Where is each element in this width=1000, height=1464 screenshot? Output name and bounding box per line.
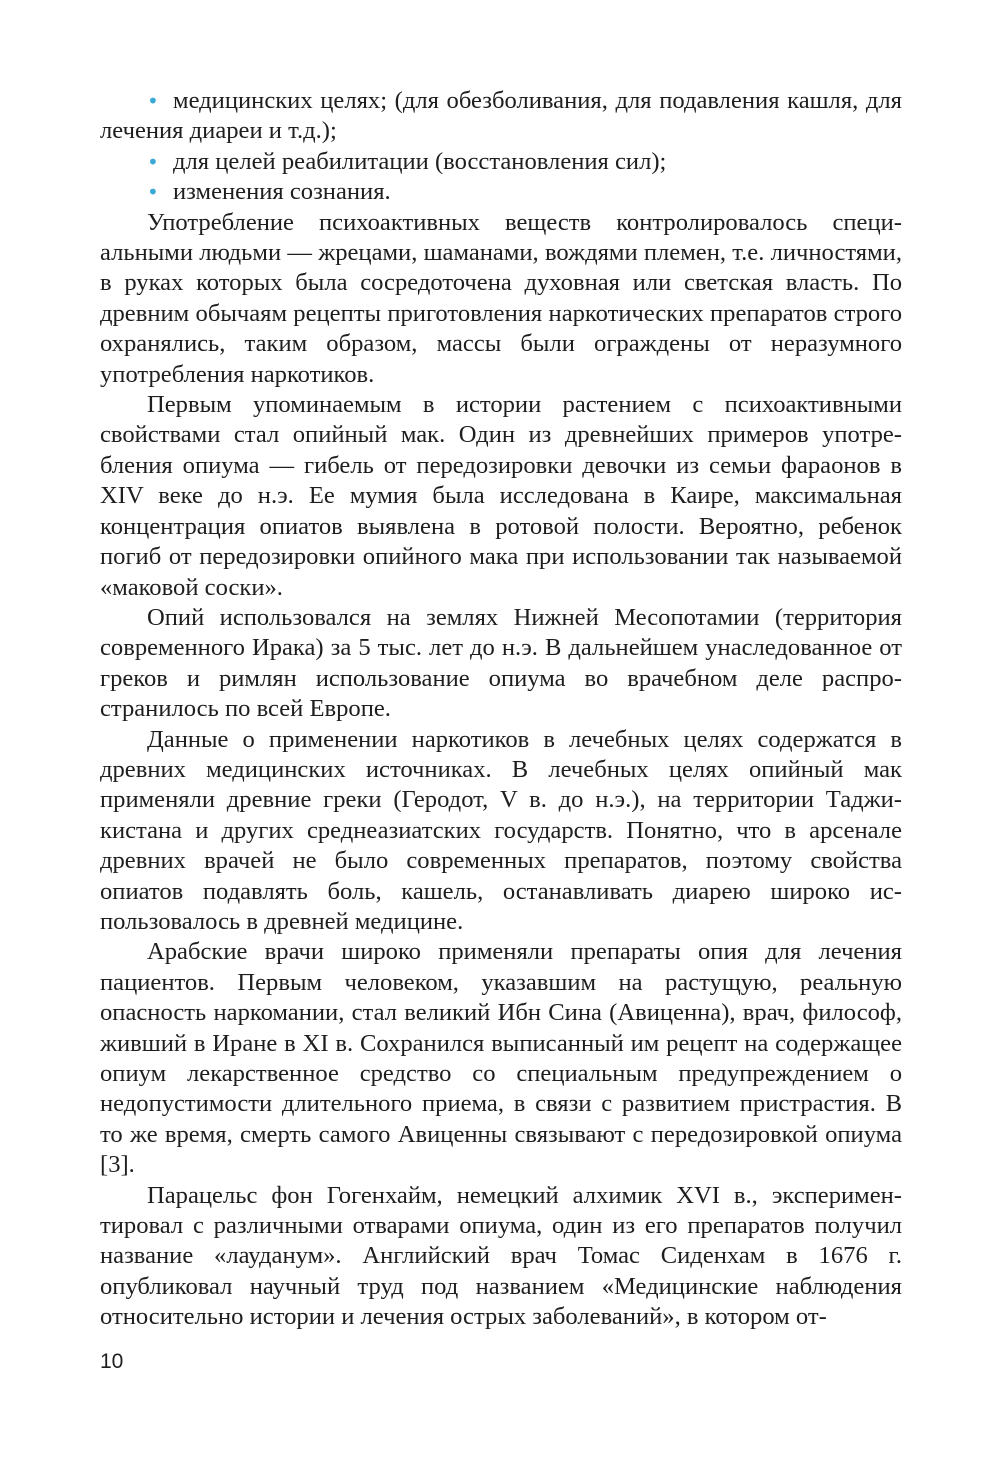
bullet-text: для целей реабилитации (восстановления сил); <box>173 147 667 175</box>
page-body <box>100 86 902 1333</box>
bullet-item <box>100 86 902 147</box>
paragraph-mesopotamia: Опий использовался на землях Нижней Месопотамии (территория современного Ирака) за 5 тыс. лет до н.э. В дальнейшем унаследованное от греков и римлян использование опиума во врачебном деле распространилось по всей Европе. <box>100 603 902 723</box>
paragraph-psychoactive-control: Употребление психоактивных веществ контролировалось специальными людьми — жрецами, шаманами, вождями племен, т.е. личностями, в руках которых была сосредоточена духовная или светская власть. По древним обычаям рецепты приготовления наркотических препаратов строго охранялись, таким образом, массы были ограждены от неразумного употребления наркотиков. <box>100 208 902 388</box>
bullet-item <box>100 177 902 207</box>
paragraph-opium-poppy: Первым упоминаемым в истории растением с психоактивными свойствами стал опийный мак. Один из древнейших примеров употребления опиума — гибель от передозировки девочки из семьи фараонов в XIV веке до н.э. Ее мумия была исследована в Каире, максимальная концентрация опиатов выявлена в ротовой полости. Вероятно, ребенок погиб от передозировки опийного мака при использовании так называемой «маковой соски». <box>100 391 902 601</box>
bullet-list <box>100 86 902 208</box>
paragraph-paracelsus: Парацельс фон Гогенхайм, немецкий алхимик XVI в., экспериментировал с различными отварами опиума, один из его препаратов получил название «лауданум». Английский врач Томас Сиденхам в 1676 г. опубликовал научный труд под названием «Медицинские наблюдения относительно истории и лечения острых заболеваний», в котором от- <box>100 1181 902 1331</box>
page-number: 10 <box>100 1350 124 1373</box>
bullet-icon: • <box>147 89 159 113</box>
bullet-icon: • <box>147 180 159 205</box>
bullet-text: изменения сознания. <box>173 178 391 206</box>
paragraph-ancient-medicine: Данные о применении наркотиков в лечебных целях содержатся в древних медицинских источниках. В лечебных целях опийный мак применяли древние греки (Геродот, V в. до н.э.), на территории Таджикистана и других среднеазиатских государств. Понятно, что в арсенале древних врачей не было современных препаратов, поэтому свойства опиатов подавлять боль, кашель, останавливать диарею широко использовалось в древней медицине. <box>100 725 902 935</box>
bullet-item <box>100 147 902 177</box>
bullet-icon: • <box>147 149 159 174</box>
paragraph-arab-physicians: Арабские врачи широко применяли препараты опия для лечения пациентов. Первым человеком, указавшим на растущую, реальную опасность наркомании, стал великий Ибн Сина (Авиценна), врач, философ, живший в Иране в XI в. Сохранился выписанный им рецепт на содержащее опиум лекарственное средство со специальным предупреждением о недопустимости длительного приема, в связи с развитием пристрастия. В то же время, смерть самого Авиценны связывают с передозировкой опиума [3]. <box>100 938 902 1179</box>
bullet-text: медицинских целях; (для обезболивания, для подавления кашля, для лечения диареи и т.д.); <box>100 87 902 145</box>
